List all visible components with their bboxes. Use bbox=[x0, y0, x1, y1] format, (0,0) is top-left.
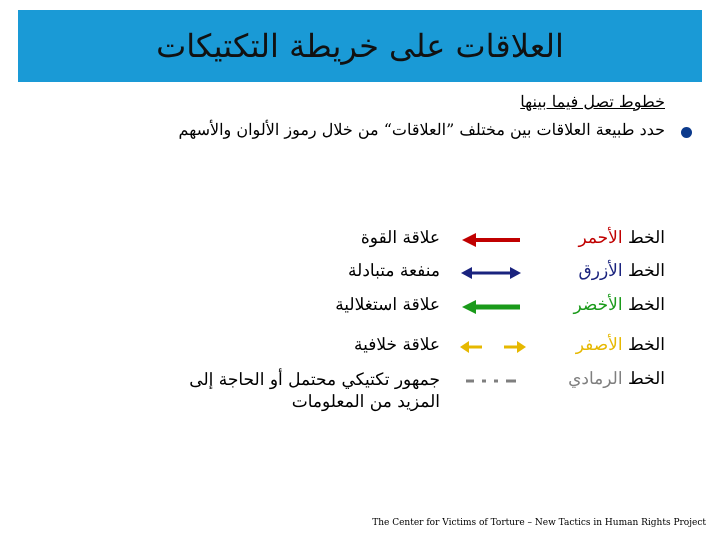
meaning-yellow: علاقة خلافية bbox=[354, 335, 440, 355]
line-prefix: الخط bbox=[627, 335, 665, 355]
bullet-item bbox=[35, 120, 665, 139]
line-prefix: الخط bbox=[627, 369, 665, 389]
line-prefix: الخط bbox=[627, 295, 665, 315]
red-arrow-icon bbox=[460, 230, 522, 250]
line-color-name: الرمادي bbox=[568, 369, 623, 389]
title-bar bbox=[18, 10, 702, 82]
bullet-icon bbox=[681, 127, 692, 138]
slide-title: العلاقات على خريطة التكتيكات bbox=[156, 27, 564, 65]
line-color-name: الأحمر bbox=[578, 228, 623, 248]
line-color-name: الأزرق bbox=[578, 261, 623, 281]
grey-dotted-line-icon bbox=[460, 371, 522, 391]
meaning-grey bbox=[160, 369, 440, 413]
line-prefix: الخط bbox=[627, 228, 665, 248]
meaning-blue: منفعة متبادلة bbox=[348, 261, 440, 281]
legend-row-grey bbox=[0, 369, 720, 421]
line-label-red bbox=[578, 228, 665, 248]
yellow-dashed-arrow-icon bbox=[460, 337, 526, 357]
footer-credit: The Center for Victims of Torture – New Tactics in Human Rights Project bbox=[372, 518, 706, 528]
meaning-grey-line1: جمهور تكتيكي محتمل أو الحاجة إلى bbox=[189, 370, 440, 390]
meaning-green: علاقة استغلالية bbox=[335, 295, 440, 315]
legend-row-blue bbox=[0, 261, 720, 291]
blue-double-arrow-icon bbox=[460, 263, 522, 283]
legend-row-yellow bbox=[0, 335, 720, 365]
line-label-green bbox=[574, 295, 665, 315]
legend-row-green bbox=[0, 295, 720, 325]
green-arrow-icon bbox=[460, 297, 522, 317]
line-label-yellow bbox=[576, 335, 665, 355]
line-prefix: الخط bbox=[627, 261, 665, 281]
line-label-grey bbox=[568, 369, 665, 389]
legend-row-red bbox=[0, 228, 720, 258]
meaning-red: علاقة القوة bbox=[360, 228, 440, 248]
subtitle: خطوط تصل فيما بينها bbox=[520, 92, 665, 111]
line-color-name: الأصفر bbox=[575, 335, 623, 355]
line-label-blue bbox=[579, 261, 665, 281]
line-color-name: الأخضر bbox=[573, 295, 623, 315]
meaning-grey-line2: المزيد من المعلومات bbox=[291, 392, 440, 412]
bullet-text: حدد طبيعة العلاقات بين مختلف ”العلاقات“ من خلال رموز الألوان والأسهم bbox=[178, 120, 665, 139]
